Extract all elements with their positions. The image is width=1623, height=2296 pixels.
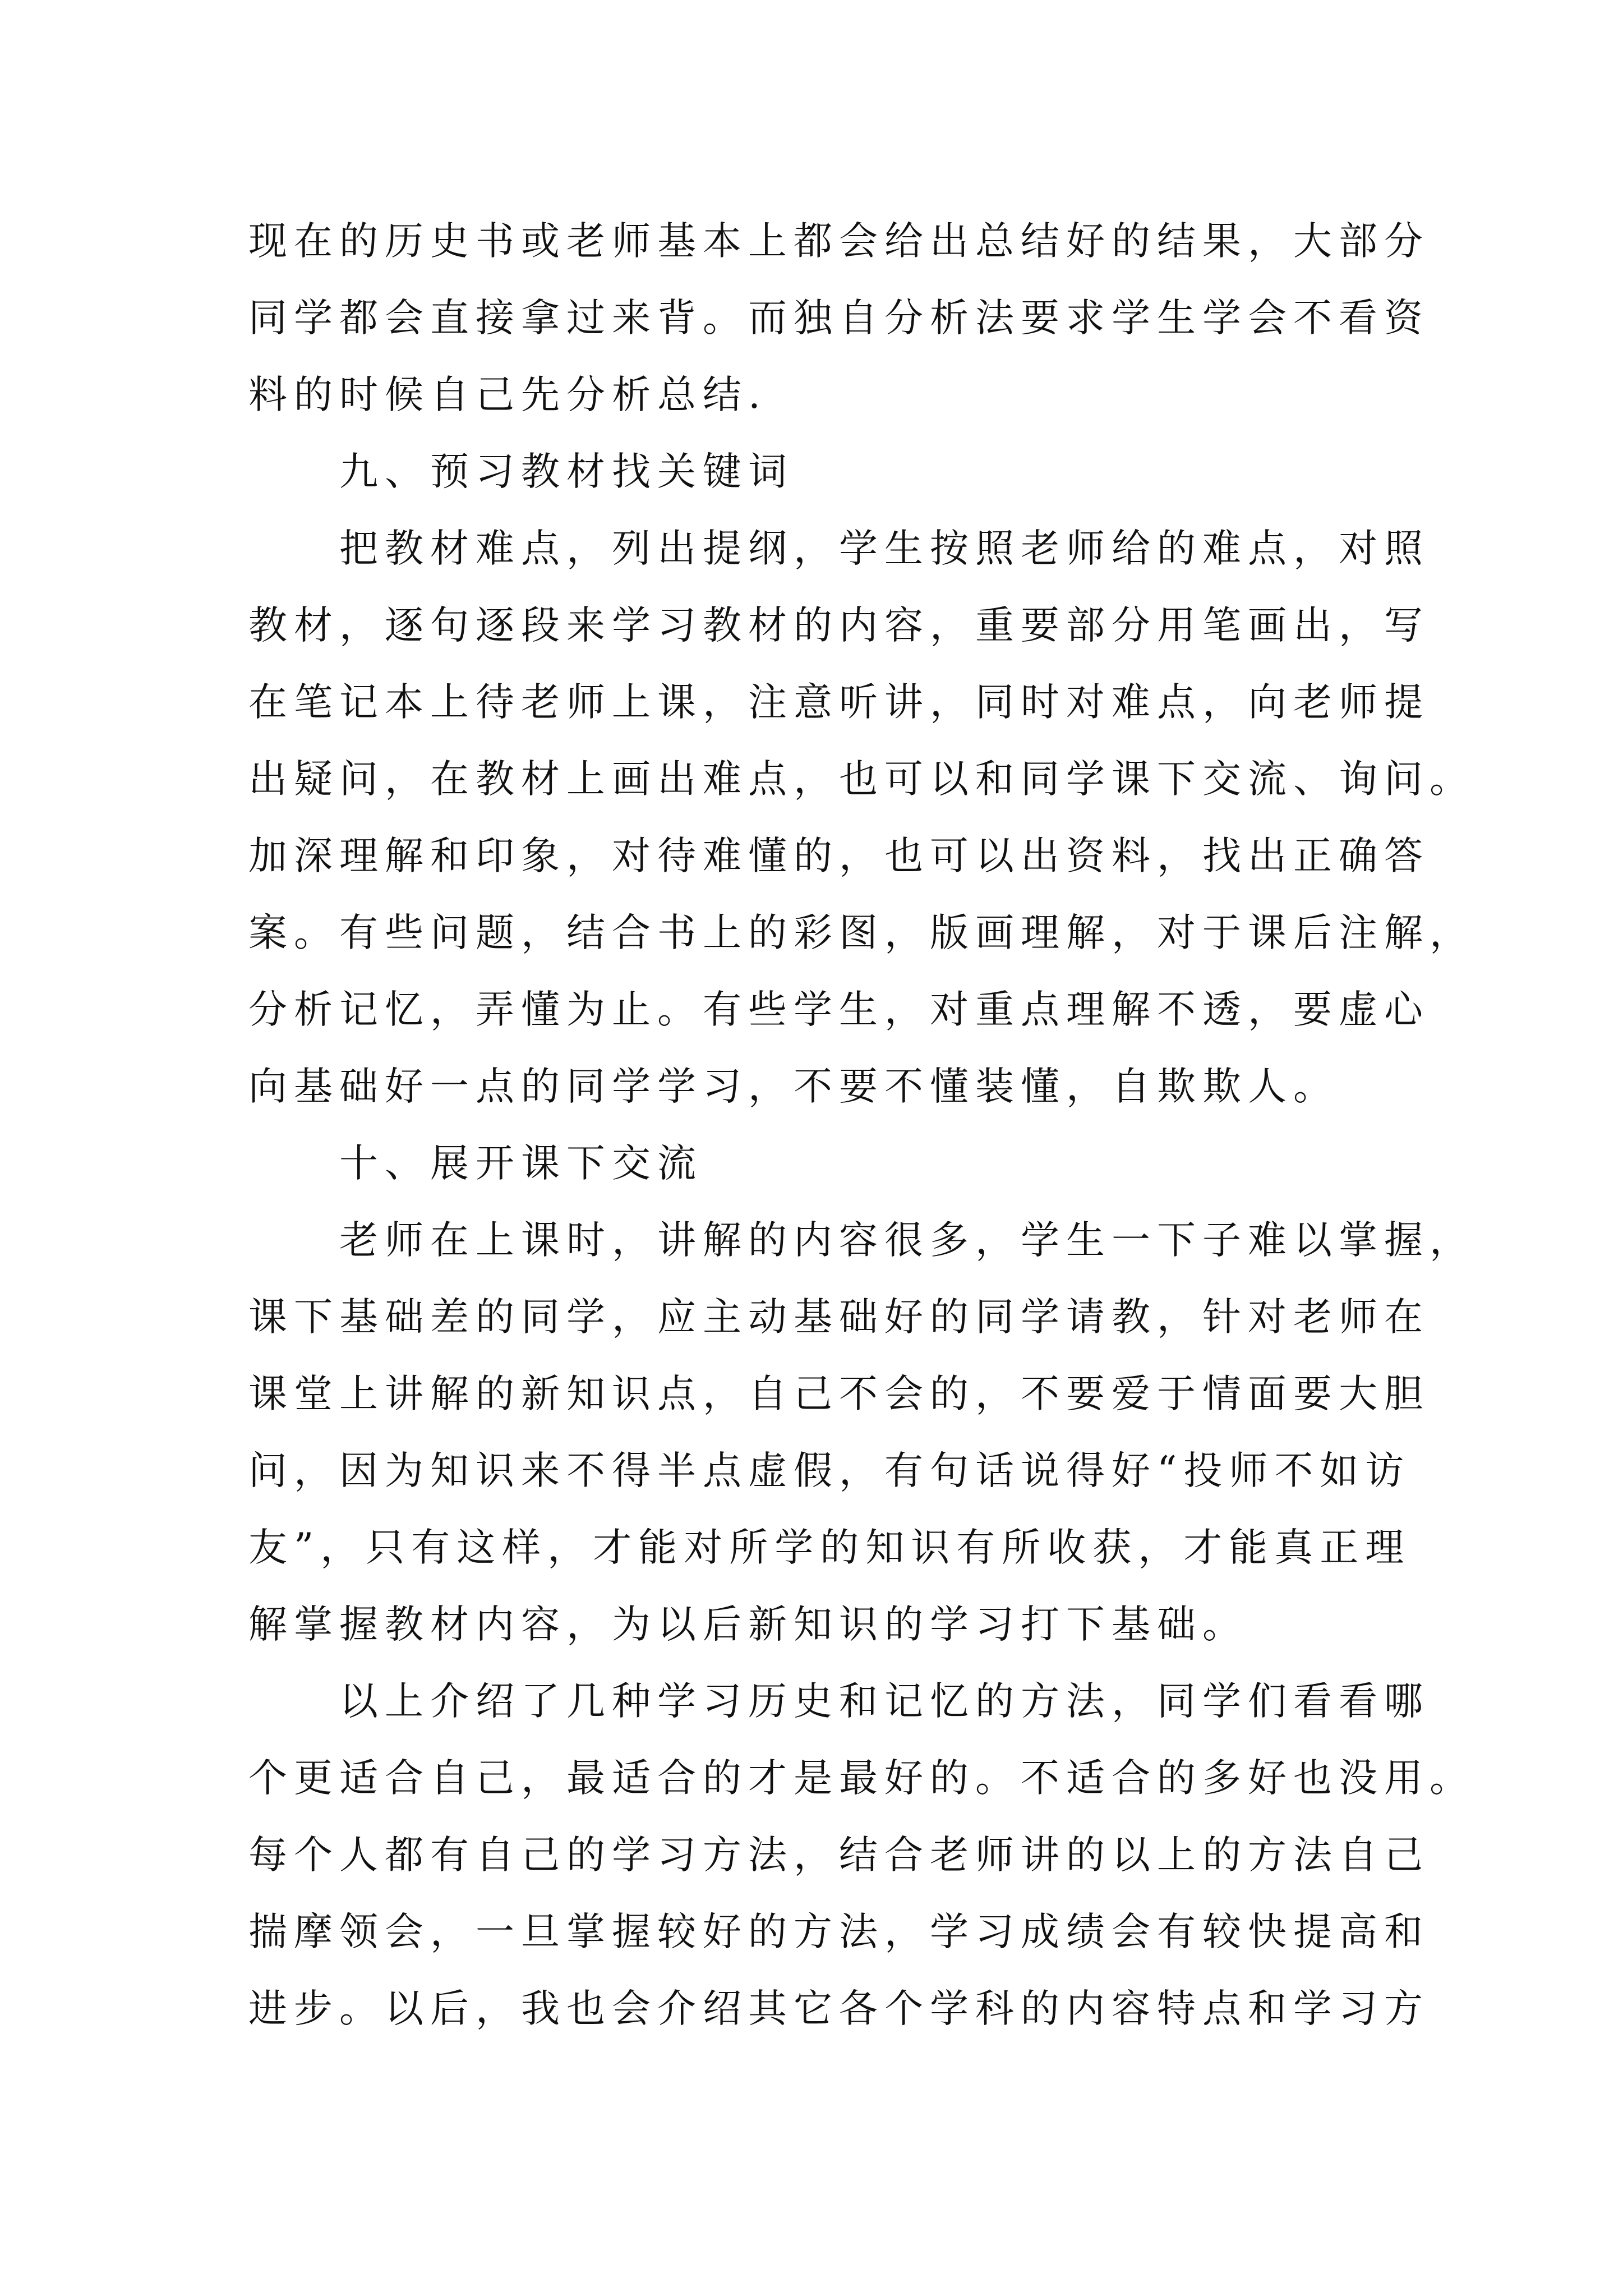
section-heading-ten: 十、展开课下交流 bbox=[339, 1141, 703, 1186]
text-line: 向基础好一点的同学学习，不要不懂装懂，自欺欺人。 bbox=[248, 1064, 1339, 1109]
text-line: 把教材难点，列出提纲，学生按照老师给的难点，对照 bbox=[339, 526, 1430, 571]
text-line: 个更适合自己，最适合的才是最好的。不适合的多好也没用。 bbox=[248, 1756, 1475, 1801]
text-line: 揣摩领会，一旦掌握较好的方法，学习成绩会有较快提高和 bbox=[248, 1910, 1430, 1954]
text-line: 友”，只有这样，才能对所学的知识有所收获，才能真正理 bbox=[248, 1525, 1411, 1570]
text-line: 课堂上讲解的新知识点，自己不会的，不要爱于情面要大胆 bbox=[248, 1372, 1430, 1416]
document-body bbox=[248, 203, 1475, 2047]
text-line: 出疑问，在教材上画出难点，也可以和同学课下交流、询问。 bbox=[248, 757, 1475, 802]
text-line: 同学都会直接拿过来背。而独自分析法要求学生学会不看资 bbox=[248, 296, 1430, 341]
text-line: 加深理解和印象，对待难懂的，也可以出资料，找出正确答 bbox=[248, 834, 1430, 878]
text-line: 教材，逐句逐段来学习教材的内容，重要部分用笔画出，写 bbox=[248, 603, 1430, 648]
text-line: 解掌握教材内容，为以后新知识的学习打下基础。 bbox=[248, 1602, 1248, 1647]
text-line: 以上介绍了几种学习历史和记忆的方法，同学们看看哪 bbox=[339, 1679, 1430, 1724]
section-heading-nine: 九、预习教材找关键词 bbox=[339, 449, 794, 494]
text-line: 分析记忆，弄懂为止。有些学生，对重点理解不透，要虚心 bbox=[248, 987, 1430, 1032]
text-line: 料的时候自己先分析总结. bbox=[248, 372, 767, 417]
text-line: 案。有些问题，结合书上的彩图，版画理解，对于课后注解， bbox=[248, 910, 1475, 955]
text-line: 每个人都有自己的学习方法，结合老师讲的以上的方法自己 bbox=[248, 1833, 1430, 1878]
text-line: 现在的历史书或老师基本上都会给出总结好的结果，大部分 bbox=[248, 219, 1430, 264]
text-line: 问，因为知识来不得半点虚假，有句话说得好“投师不如访 bbox=[248, 1448, 1411, 1493]
text-line: 课下基础差的同学，应主动基础好的同学请教，针对老师在 bbox=[248, 1295, 1430, 1340]
text-line: 老师在上课时，讲解的内容很多，学生一下子难以掌握， bbox=[339, 1218, 1475, 1263]
text-line: 在笔记本上待老师上课，注意听讲，同时对难点，向老师提 bbox=[248, 680, 1430, 725]
text-line: 进步。以后，我也会介绍其它各个学科的内容特点和学习方 bbox=[248, 1986, 1430, 2031]
